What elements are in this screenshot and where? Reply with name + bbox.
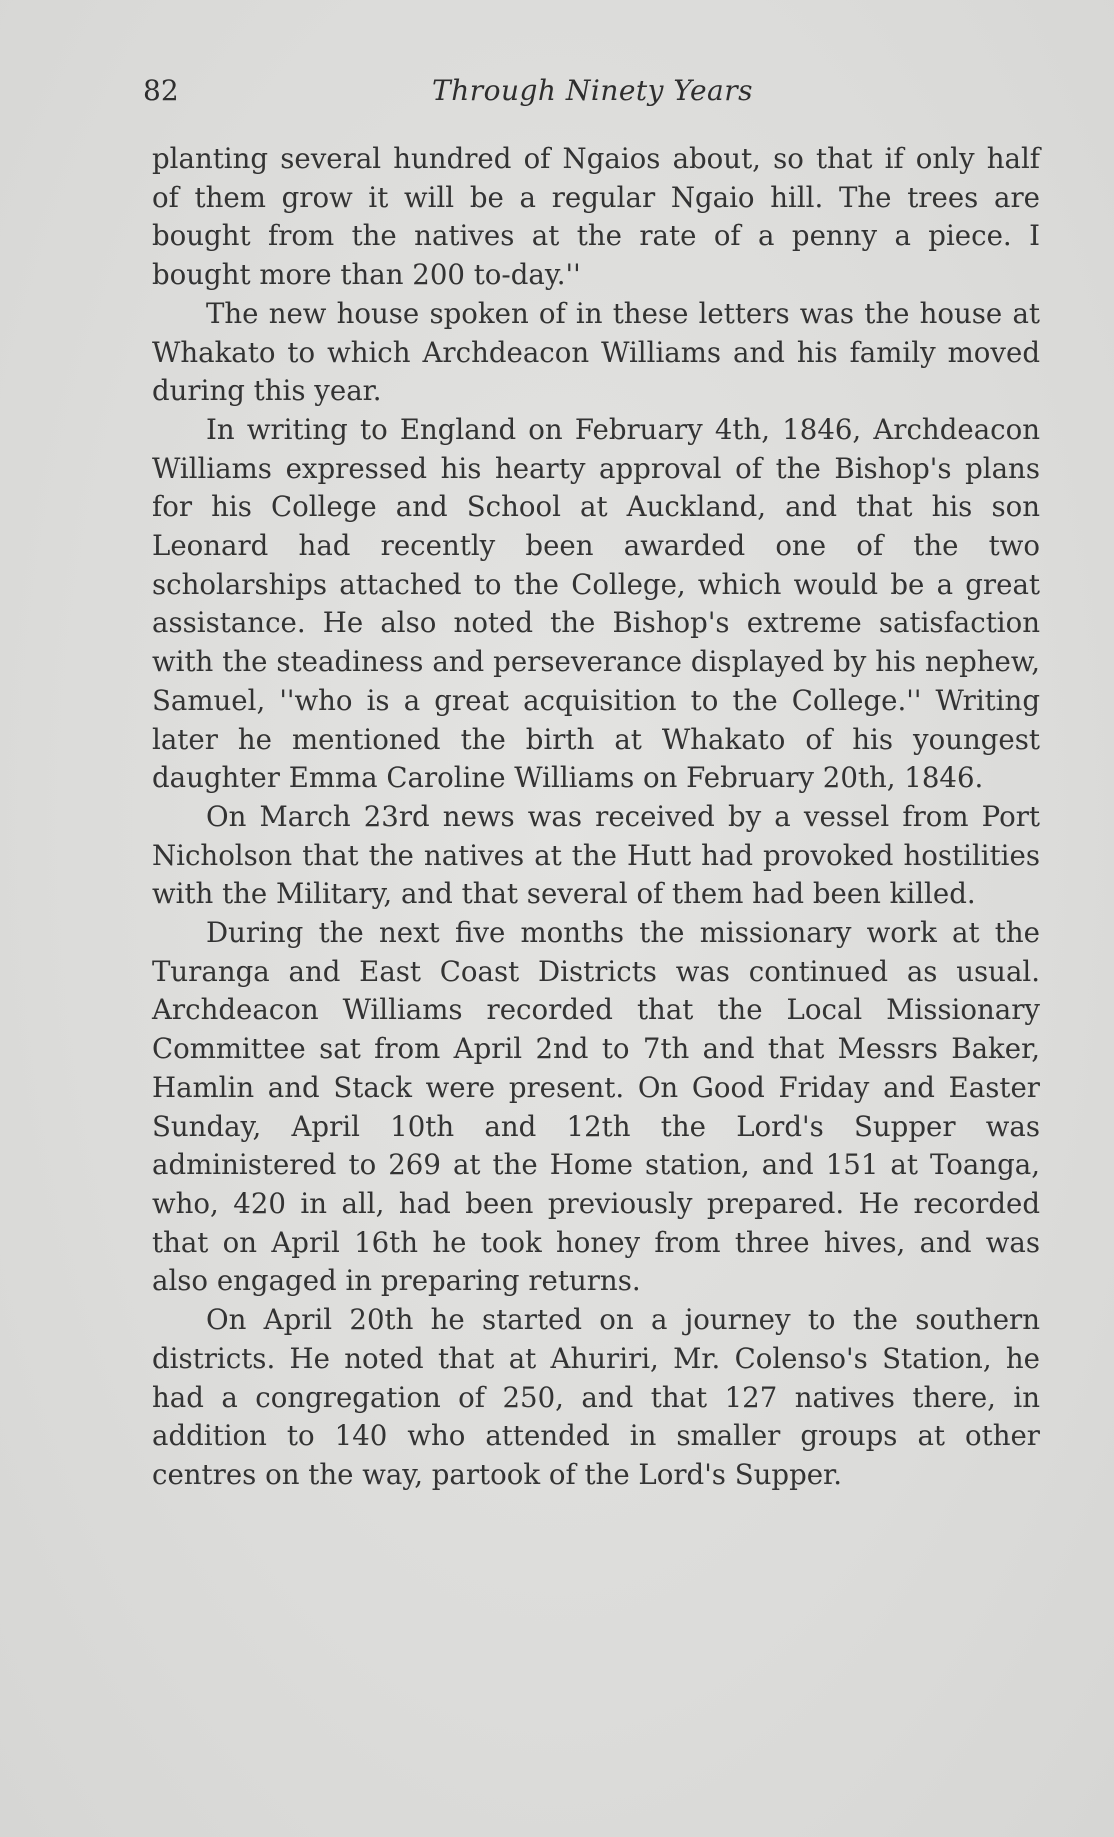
running-title: Through Ninety Years: [432, 74, 753, 107]
paragraph-continuation: planting several hundred of Ngaios about, so that if only half of them grow it will be a regular Ngaio hill. The trees are bought from the natives at the rate of a penny a piece. I bought more than 200 to-day.'': [152, 142, 1040, 292]
page-header: [143, 74, 1042, 114]
paragraph: During the next five months the missionary work at the Turanga and East Coast Districts was continued as usual. Archdeacon Williams recorded that the Local Missionary Committee sat from April 2nd to 7th and that Messrs Baker, Hamlin and Stack were present. On Good Friday and Easter Sunday, April 10th and 12th the Lord's Supper was administered to 269 at the Home station, and 151 at Toanga, who, 420 in all, had been previously prepared. He recorded that on April 16th he took honey from three hives, and was also engaged in preparing returns.: [152, 916, 1040, 1298]
page-number: 82: [143, 74, 179, 107]
paragraph: On April 20th he started on a journey to the southern districts. He noted that at Ahuriri, Mr. Colenso's Station, he had a congregation of 250, and that 127 natives there, in addition to 140 who attended in smaller groups at other centres on the way, partook of the Lord's Supper.: [152, 1303, 1040, 1491]
paragraph: The new house spoken of in these letters was the house at Whakato to which Archdeacon Williams and his family moved during this year.: [152, 296, 1040, 408]
paragraph: In writing to England on February 4th, 1846, Archdeacon Williams expressed his hearty approval of the Bishop's plans for his College and School at Auckland, and that his son Leonard had recently been awarded one of the two scholarships attached to the College, which would be a great assistance. He also noted the Bishop's extreme satisfaction with the steadiness and perseverance displayed by his nephew, Samuel, ''who is a great acquisition to the College.'' Writing later he mentioned the birth at Whakato of his youngest daughter Emma Caroline Williams on February 20th, 1846.: [152, 412, 1040, 795]
body-text: [152, 140, 1040, 1495]
paragraph: On March 23rd news was received by a vessel from Port Nicholson that the natives at the Hutt had provoked hostilities with the Military, and that several of them had been killed.: [152, 799, 1040, 911]
